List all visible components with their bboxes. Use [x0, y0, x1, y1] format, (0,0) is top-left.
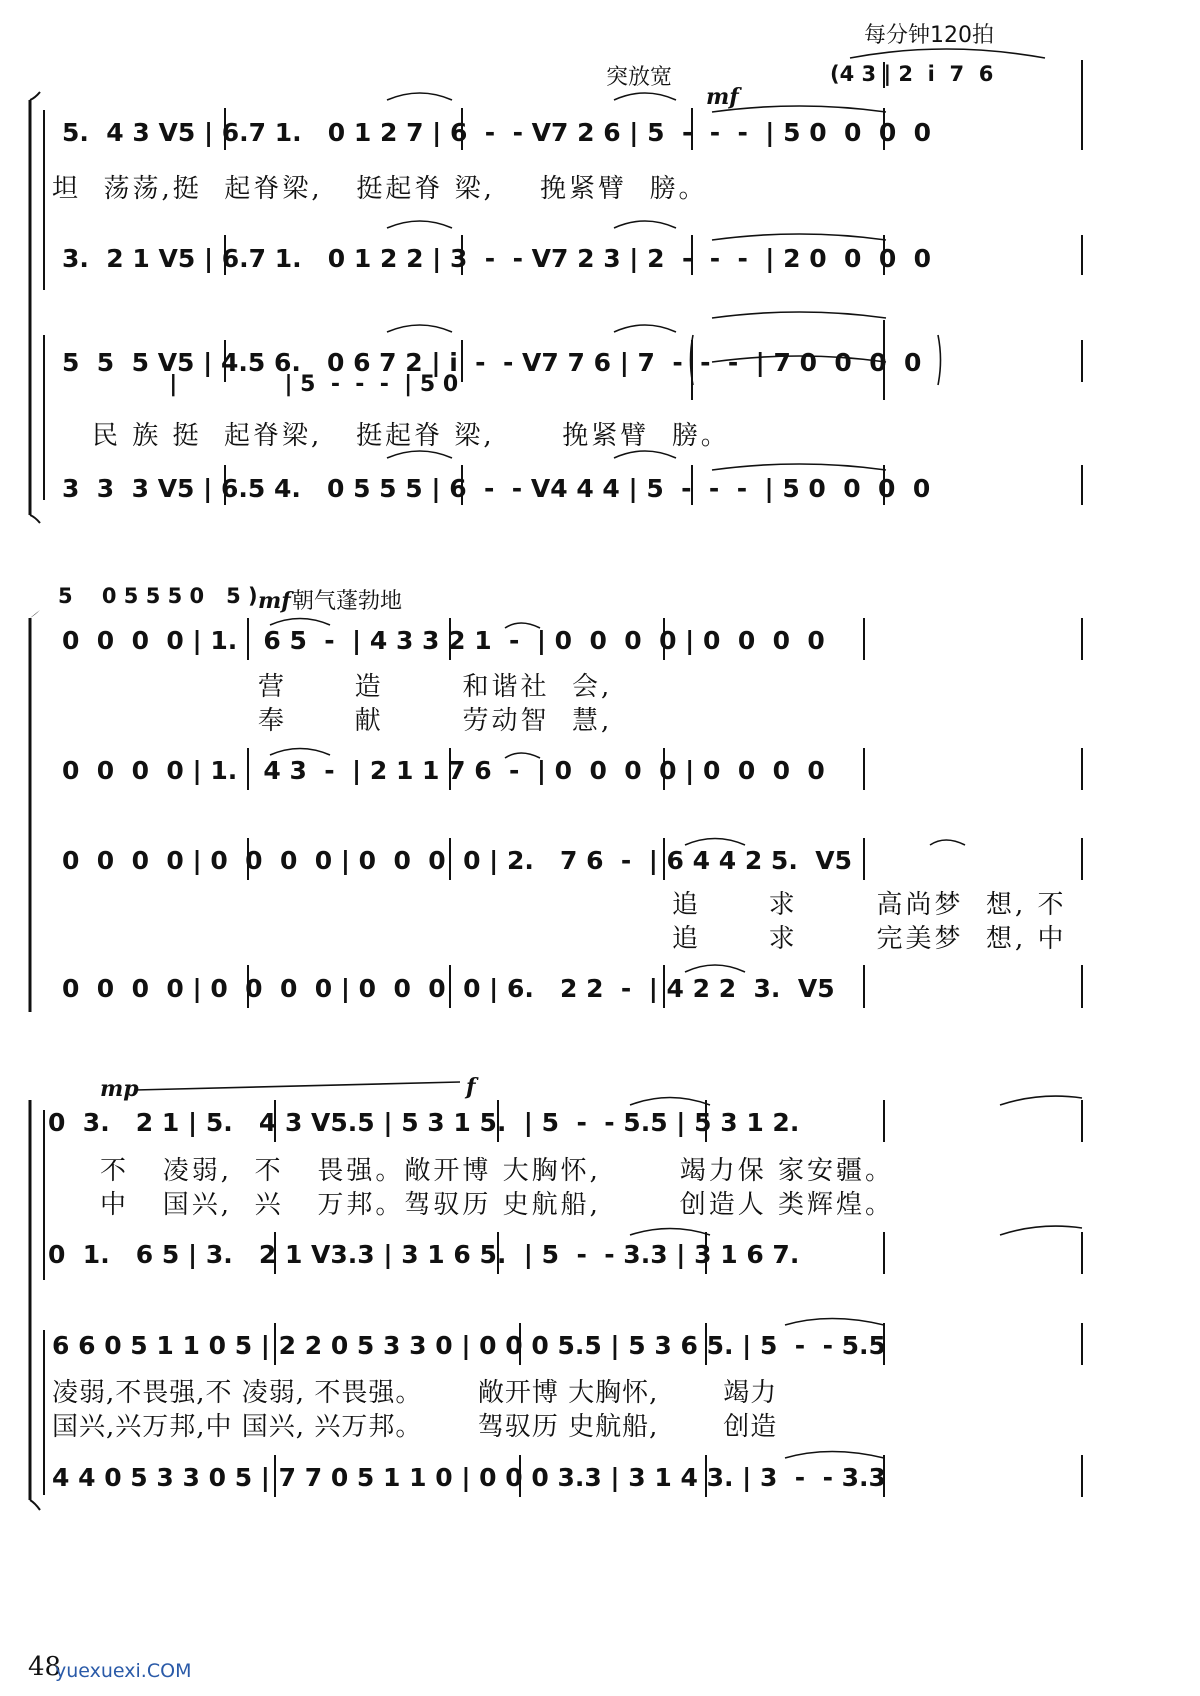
staff-3-alto: 0 1. 6 5 | 3. 2 1 V3.3 | 3 1 6 5. | 5 - - 3.3 | 3 1 6 7.: [48, 1240, 800, 1269]
staff-2-tenor: 0 0 0 0 | 0 0 0 0 | 0 0 0 0 | 2. 7 6 - | 6 4 4 2 5. V5: [62, 846, 852, 875]
lyric-2-tenor-v1: 追 求 高尚梦 想, 不: [672, 890, 1067, 920]
dynamic-mf-2: mf: [258, 588, 291, 614]
staff-2-alto: 0 0 0 0 | 1. 4 3 - | 2 1 1 7 6 - | 0 0 0 0 | 0 0 0 0: [62, 756, 825, 785]
expression-marking: 朝气蓬勃地: [292, 589, 403, 614]
lyric-2-tenor-v2: 追 求 完美梦 想, 中: [672, 924, 1067, 954]
staff-3-tenor: 6 6 0 5 1 1 0 5 | 2 2 0 5 3 3 0 | 0 0 0 5.5 | 5 3 6 5. | 5 - - 5.5: [52, 1331, 886, 1360]
staff-1-bass: 3 3 3 V5 | 6.5 4. 0 5 5 5 | 6 - - V4 4 4 | 5 - - - | 5 0 0 0 0: [62, 474, 931, 503]
staff-3-bass: 4 4 0 5 3 3 0 5 | 7 7 0 5 1 1 0 | 0 0 0 3.3 | 3 1 4 3. | 3 - - 3.3: [52, 1463, 886, 1492]
lyric-2-soprano-v1: 营 造 和谐社 会,: [258, 672, 613, 702]
lyric-2-soprano-v2: 奉 献 劳动智 慧,: [258, 706, 613, 736]
staff-2-soprano: 0 0 0 0 | 1. 6 5 - | 4 3 3 2 1 - | 0 0 0 0 | 0 0 0 0: [62, 626, 825, 655]
page-number: 48: [28, 1652, 62, 1682]
staff-1-tenor-lower: | | 5 - - - | 5 0: [62, 372, 459, 397]
lyric-1-soprano: 坦 荡荡,挺 起脊梁, 挺起脊 梁, 挽紧臂 膀。: [52, 174, 708, 204]
lyric-3-tenor-v1: 凌弱,不畏强,不 凌弱, 不畏强。 敞开博 大胸怀, 竭力: [52, 1378, 778, 1408]
staff-1-soprano: 5. 4 3 V5 | 6.7 1. 0 1 2 7 | 6 - - V7 2 6 | 5 - - - | 5 0 0 0 0: [62, 118, 932, 147]
staff-1-tenor: 5 5 5 V5 | 4.5 6. 0 6 7 2 | i - - V7 7 6 | 7 - - - | 7 0 0 0 0: [62, 348, 922, 377]
intro-notes-1: (4 3 | 2 i 7 6: [830, 62, 994, 86]
intro-notes-2: 5 0 5 5 5 0 5 ): [58, 584, 258, 608]
lyric-3-soprano-v1: 不 凌弱, 不 畏强。敞开博 大胸怀, 竭力保 家安疆。: [100, 1156, 895, 1186]
staff-2-bass: 0 0 0 0 | 0 0 0 0 | 0 0 0 0 | 6. 2 2 - | 4 2 2 3. V5: [62, 974, 835, 1003]
tempo-marking: 每分钟120拍: [864, 23, 994, 48]
lyric-3-soprano-v2: 中 国兴, 兴 万邦。驾驭历 史航船, 创造人 类辉煌。: [100, 1190, 895, 1220]
broaden-marking: 突放宽: [606, 65, 673, 90]
lyric-3-tenor-v2: 国兴,兴万邦,中 国兴, 兴万邦。 驾驭历 史航船, 创造: [52, 1412, 778, 1442]
staff-3-soprano: 0 3. 2 1 | 5. 4 3 V5.5 | 5 3 1 5. | 5 - - 5.5 | 5 3 1 2.: [48, 1108, 800, 1137]
site-watermark: yuexuexi.COM: [55, 1660, 192, 1682]
lyric-1-tenor: 民 族 挺 起脊梁, 挺起脊 梁, 挽紧臂 膀。: [92, 421, 730, 451]
dynamic-mp: mp: [100, 1076, 139, 1102]
dynamic-mf-1: mf: [706, 84, 739, 110]
dynamic-f: f: [466, 1074, 476, 1100]
staff-1-alto: 3. 2 1 V5 | 6.7 1. 0 1 2 2 | 3 - - V7 2 3 | 2 - - - | 2 0 0 0 0: [62, 244, 932, 273]
